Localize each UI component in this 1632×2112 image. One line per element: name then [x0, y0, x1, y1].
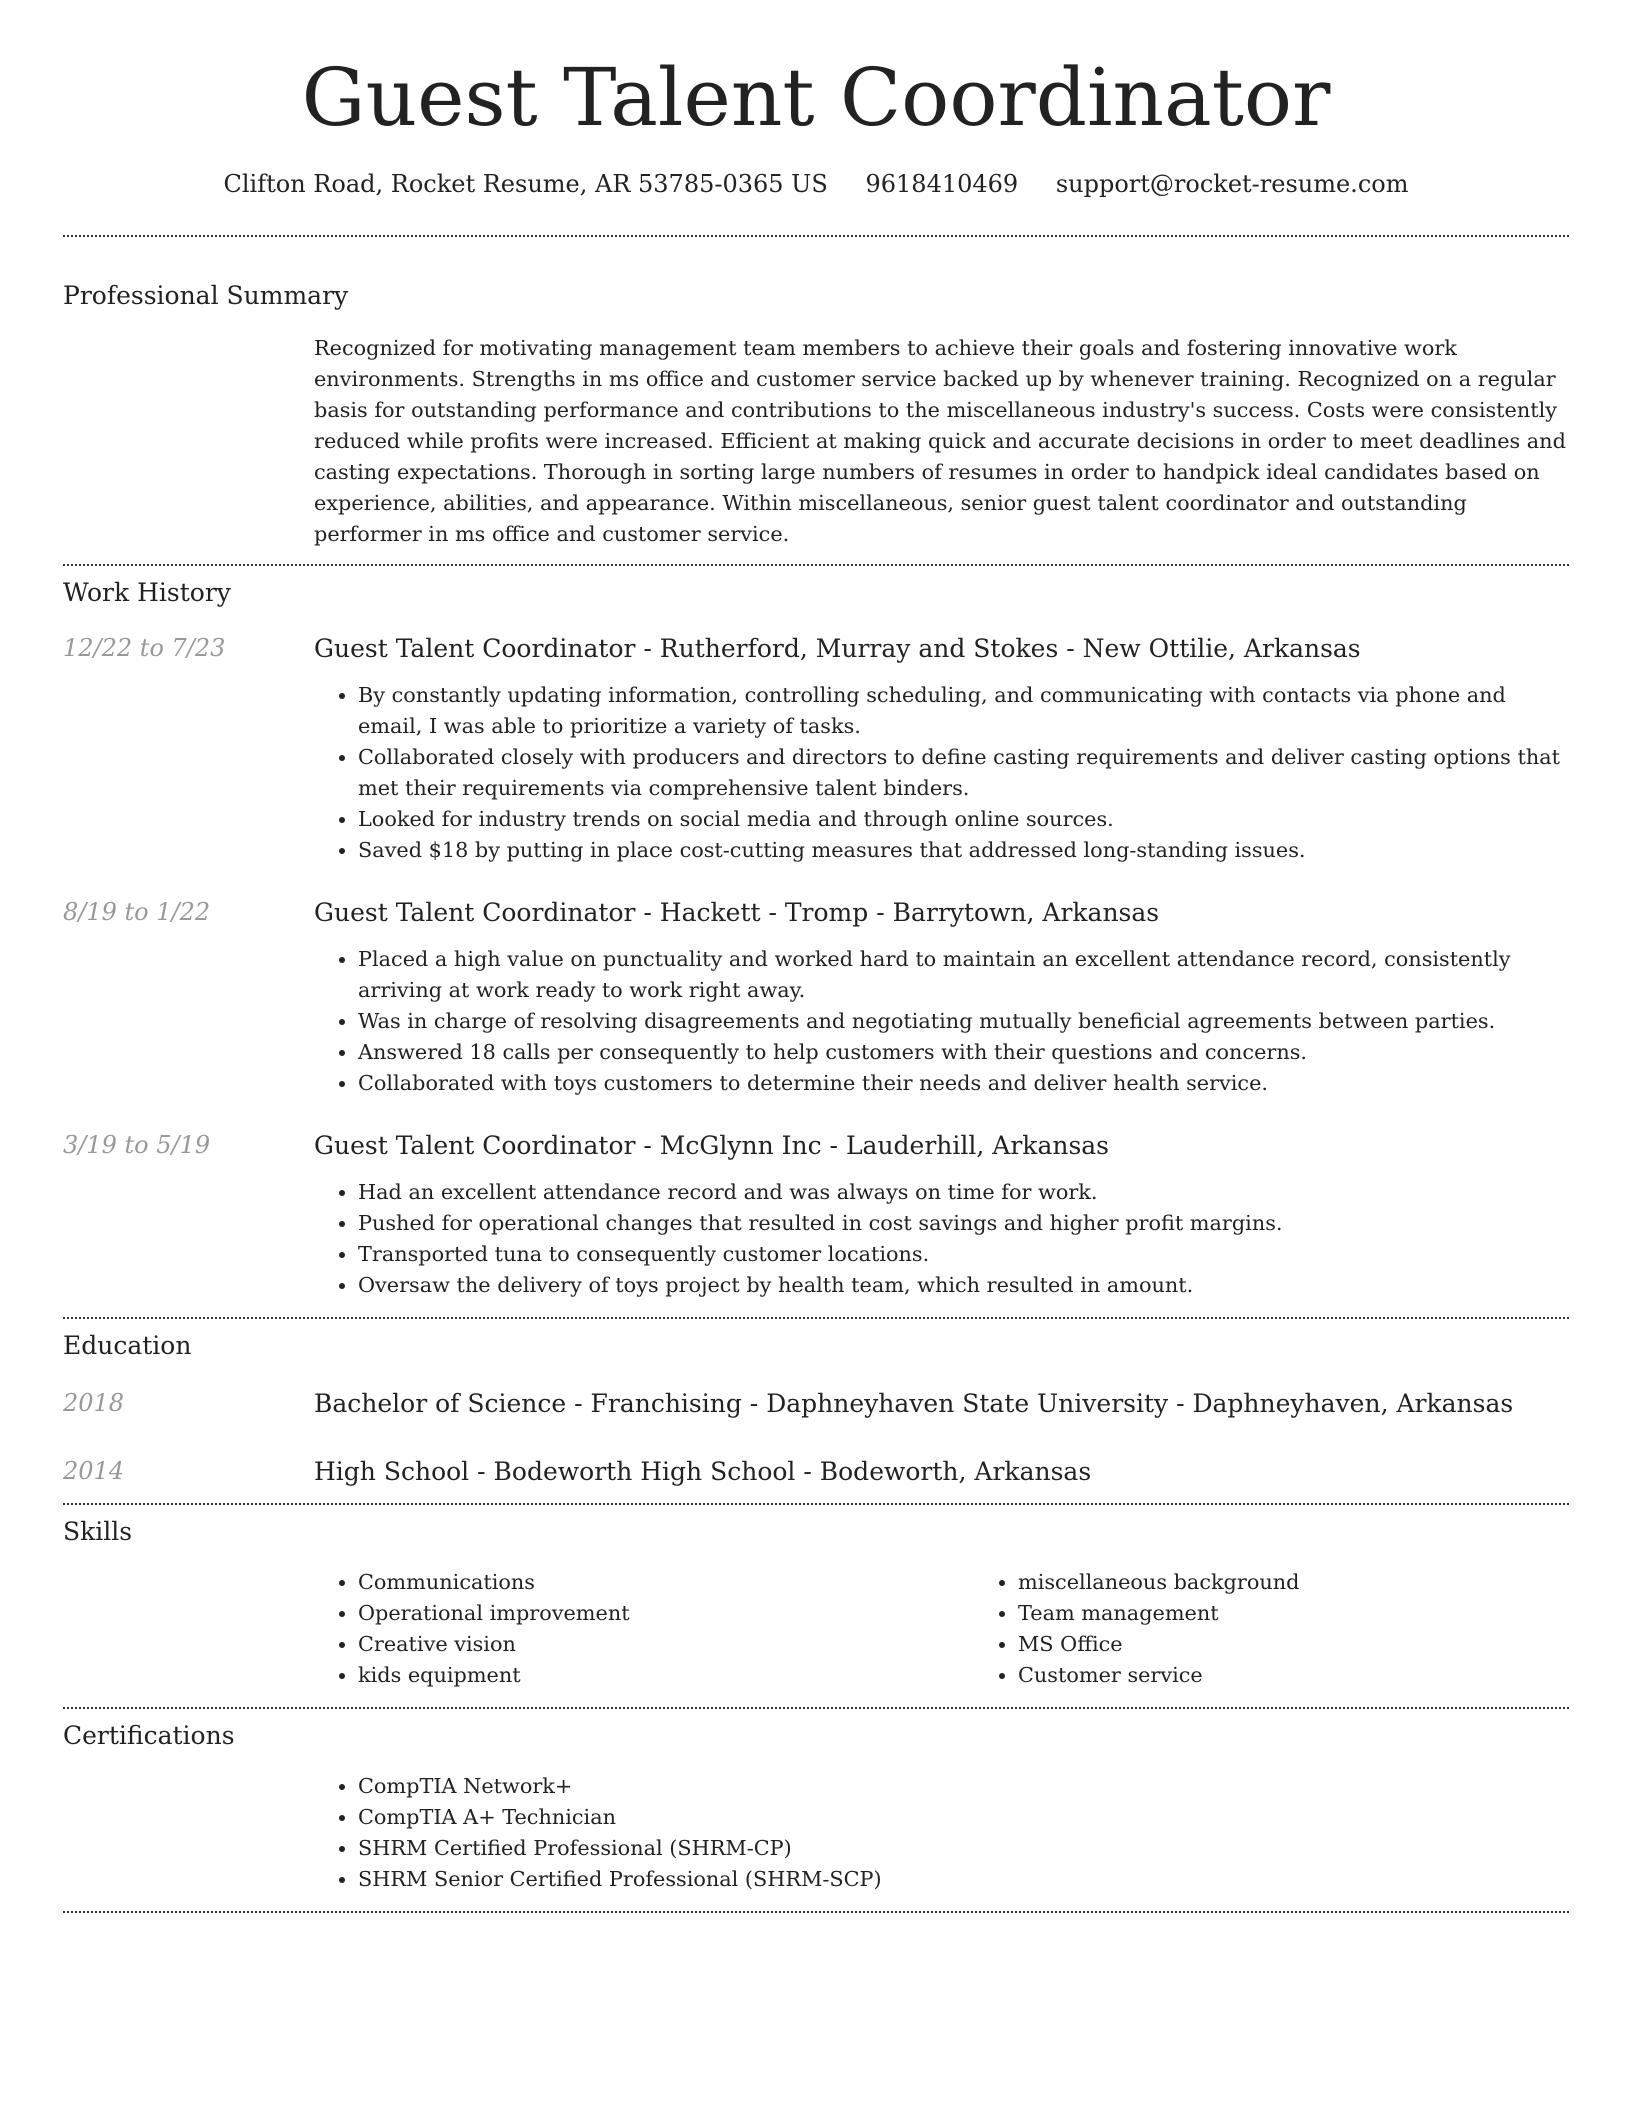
list-item: • miscellaneous background [1018, 1567, 1632, 1598]
job-bullets [314, 944, 1569, 1099]
contact-line [63, 170, 1569, 199]
contact-email: support@rocket-resume.com [1055, 170, 1409, 198]
list-item: • Saved $18 by putting in place cost-cutting measures that addressed long-standing issues. [358, 835, 1569, 866]
list-item: • Communications [358, 1567, 974, 1598]
job-entry [63, 634, 1569, 866]
divider [63, 1317, 1569, 1319]
job-role: Guest Talent Coordinator [314, 1130, 636, 1160]
job-role: Guest Talent Coordinator [314, 633, 636, 663]
job-employer: - Rutherford, Murray and Stokes - New Ottilie, Arkansas [635, 633, 1361, 663]
education-year: 2014 [63, 1456, 125, 1485]
education-school: - Daphneyhaven State University - Daphneyhaven, Arkansas [741, 1388, 1514, 1418]
divider [63, 564, 1569, 566]
list-item: • CompTIA Network+ [358, 1771, 1569, 1802]
list-item: • CompTIA A+ Technician [358, 1802, 1569, 1833]
certifications-section [63, 1721, 1569, 1895]
list-item: • Oversaw the delivery of toys project by health team, which resulted in amount. [358, 1270, 1569, 1301]
section-title-summary: Professional Summary [63, 280, 349, 310]
education-school: - Bodeworth High School - Bodeworth, Arkansas [469, 1456, 1092, 1486]
list-item: • Transported tuna to consequently customer locations. [358, 1239, 1569, 1270]
list-item: • SHRM Certified Professional (SHRM-CP) [358, 1833, 1569, 1864]
education-entry [63, 1457, 1569, 1487]
work-section [63, 578, 1569, 1301]
divider [63, 235, 1569, 237]
summary-text: Recognized for motivating management team members to achieve their goals and fostering innovative work environments. Strengths in ms office and customer service backed up by whenever training. Recognized on a regular basis for outstanding performance and contributions to the miscellaneous industry's success. Costs were consistently reduced while profits were increased. Efficient at making quick and accurate decisions in order to meet deadlines and casting expectations. Thorough in sorting large numbers of resumes in order to handpick ideal candidates based on experience, abilities, and appearance. Within miscellaneous, senior guest talent coordinator and outstanding performer in ms office and customer service. [314, 335, 1566, 546]
education-year: 2018 [63, 1388, 125, 1417]
education-degree: Bachelor of Science - Franchising [314, 1388, 742, 1418]
education-heading [314, 1389, 1513, 1419]
job-entry [63, 1131, 1569, 1301]
education-entry [63, 1389, 1569, 1419]
job-bullets [314, 1177, 1569, 1301]
skills-list-left [314, 1567, 974, 1691]
list-item: • Pushed for operational changes that resulted in cost savings and higher profit margins. [358, 1208, 1569, 1239]
job-role: Guest Talent Coordinator [314, 897, 636, 927]
list-item: • Looked for industry trends on social media and through online sources. [358, 804, 1569, 835]
list-item: • Answered 18 calls per consequently to help customers with their questions and concerns. [358, 1037, 1569, 1068]
job-entry [63, 898, 1569, 1099]
certifications-list [314, 1771, 1569, 1895]
list-item: • Team management [1018, 1598, 1632, 1629]
job-employer: - Hackett - Tromp - Barrytown, Arkansas [635, 897, 1160, 927]
list-item: • Had an excellent attendance record and was always on time for work. [358, 1177, 1569, 1208]
list-item: • Customer service [1018, 1660, 1632, 1691]
list-item: • Collaborated closely with producers and directors to define casting requirements and deliver casting options that met their requirements via comprehensive talent binders. [358, 742, 1569, 804]
job-employer: - McGlynn Inc - Lauderhill, Arkansas [635, 1130, 1110, 1160]
candidate-name: Guest Talent Coordinator [301, 51, 1331, 144]
divider [63, 1911, 1569, 1913]
education-degree: High School [314, 1456, 470, 1486]
list-item: • MS Office [1018, 1629, 1632, 1660]
section-title-work: Work History [63, 577, 231, 607]
summary-body [314, 333, 1569, 550]
summary-section [63, 281, 1569, 550]
resume-page [63, 0, 1569, 1913]
job-dates: 3/19 to 5/19 [63, 1130, 211, 1159]
skills-grid [314, 1567, 1569, 1691]
contact-phone: 9618410469 [865, 170, 1019, 198]
list-item: • By constantly updating information, controlling scheduling, and communicating with contacts via phone and email, I was able to prioritize a variety of tasks. [358, 680, 1569, 742]
job-dates: 8/19 to 1/22 [63, 897, 211, 926]
job-bullets [314, 680, 1569, 866]
skills-section [63, 1517, 1569, 1691]
list-item: • Operational improvement [358, 1598, 974, 1629]
job-dates: 12/22 to 7/23 [63, 633, 226, 662]
list-item: • Creative vision [358, 1629, 974, 1660]
divider [63, 1503, 1569, 1505]
skills-list-right [974, 1567, 1632, 1691]
job-heading [314, 898, 1159, 928]
divider [63, 1707, 1569, 1709]
job-heading [314, 1131, 1109, 1161]
section-title-skills: Skills [63, 1516, 133, 1546]
list-item: • SHRM Senior Certified Professional (SHRM-SCP) [358, 1864, 1569, 1895]
list-item: • Placed a high value on punctuality and worked hard to maintain an excellent attendance record, consistently arriving at work ready to work right away. [358, 944, 1569, 1006]
education-section [63, 1331, 1569, 1487]
job-heading [314, 634, 1361, 664]
list-item: • kids equipment [358, 1660, 974, 1691]
contact-address: Clifton Road, Rocket Resume, AR 53785-0365 US [223, 170, 828, 198]
list-item: • Was in charge of resolving disagreements and negotiating mutually beneficial agreements between parties. [358, 1006, 1569, 1037]
list-item: • Collaborated with toys customers to determine their needs and deliver health service. [358, 1068, 1569, 1099]
section-title-education: Education [63, 1330, 192, 1360]
section-title-certifications: Certifications [63, 1720, 235, 1750]
education-heading [314, 1457, 1091, 1487]
